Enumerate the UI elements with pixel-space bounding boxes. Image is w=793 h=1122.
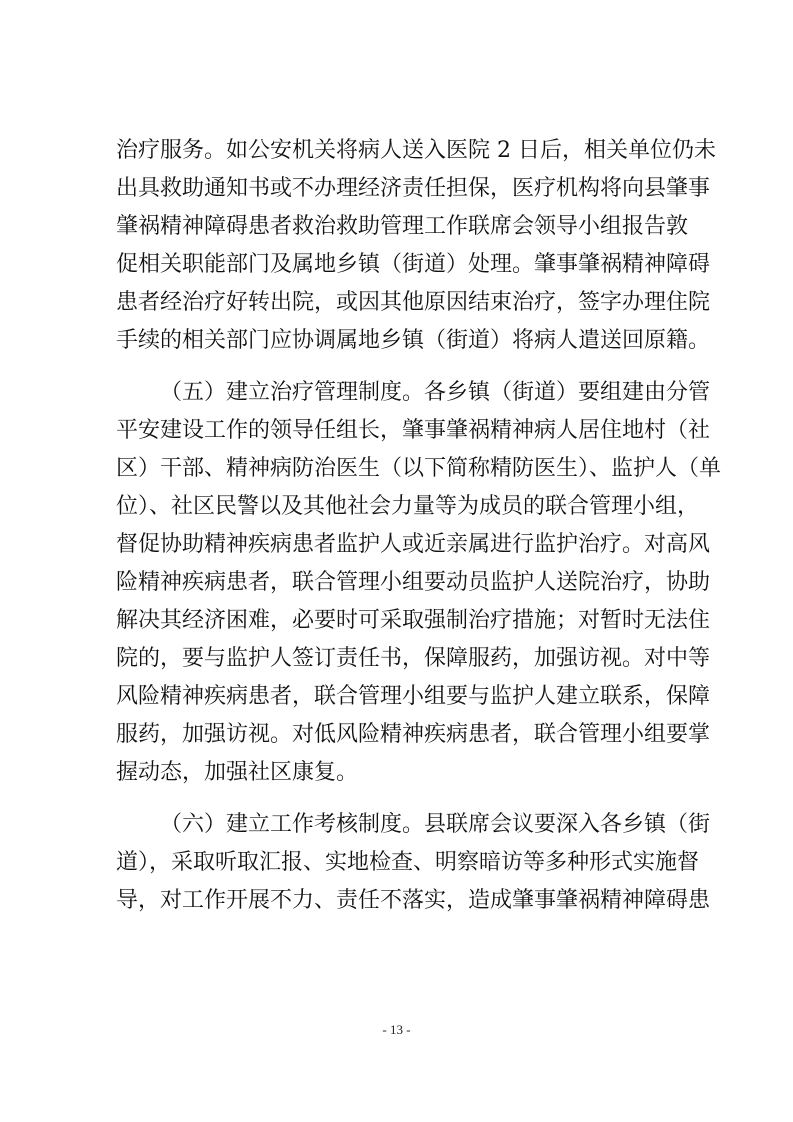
text-line: 握动态，加强社区康复。	[116, 760, 359, 785]
text-line: 督促协助精神疾病患者监护人或近亲属进行监护治疗。对高风	[116, 532, 711, 557]
text-line: 风险精神疾病患者，联合管理小组要与监护人建立联系，保障	[116, 684, 711, 709]
text-line: 出具救助通知书或不办理经济责任担保，医疗机构将向县肇事	[116, 176, 711, 201]
text-line: 促相关职能部门及属地乡镇（街道）处理。肇事肇祸精神障碍	[116, 252, 711, 277]
text-line: 解决其经济困难，必要时可采取强制治疗措施；对暂时无法住	[116, 608, 711, 633]
text-line: 治疗服务。如公安机关将病人送入医院 2 日后，相关单位仍未	[116, 138, 716, 163]
text-line: 区）干部、精神病防治医生（以下简称精防医生）、监护人（单	[116, 456, 722, 481]
page-number: - 13 -	[382, 1022, 411, 1037]
text-line: 道），采取听取汇报、实地检查、明察暗访等多种形式实施督	[116, 850, 700, 875]
section-heading-line: （六）建立工作考核制度。县联席会议要深入各乡镇（街	[160, 812, 711, 837]
text-line: 平安建设工作的领导任组长，肇事肇祸精神病人居住地村（社	[116, 418, 711, 443]
text-line: 手续的相关部门应协调属地乡镇（街道）将病人遣送回原籍。	[116, 328, 711, 353]
section-heading-line: （五）建立治疗管理制度。各乡镇（街道）要组建由分管	[160, 380, 711, 405]
text-line: 位）、社区民警以及其他社会力量等为成员的联合管理小组，	[116, 494, 700, 519]
text-line: 院的，要与监护人签订责任书，保障服药，加强访视。对中等	[116, 646, 711, 671]
text-line: 患者经治疗好转出院，或因其他原因结束治疗，签字办理住院	[116, 290, 711, 315]
text-line: 肇祸精神障碍患者救治救助管理工作联席会领导小组报告敦	[116, 214, 689, 239]
text-line: 服药，加强访视。对低风险精神疾病患者，联合管理小组要掌	[116, 722, 711, 747]
text-line: 险精神疾病患者，联合管理小组要动员监护人送院治疗，协助	[116, 570, 711, 595]
text-line: 导，对工作开展不力、责任不落实，造成肇事肇祸精神障碍患	[116, 888, 711, 913]
